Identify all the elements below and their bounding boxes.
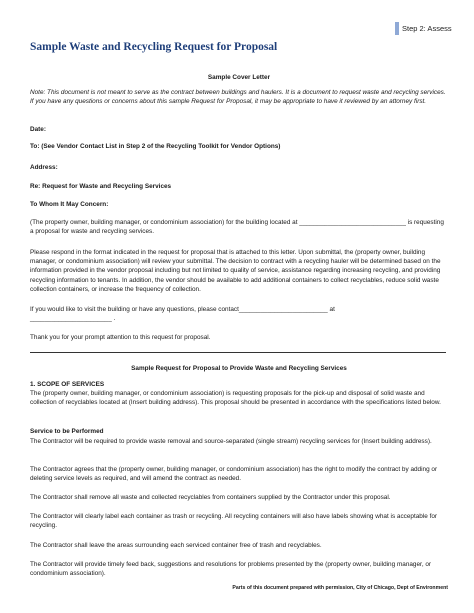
service-paragraph-5: The Contractor shall leave the areas surrounding each serviced container free of trash and recyclables.	[30, 542, 322, 549]
service-paragraph-4: The Contractor will clearly label each container as trash or recycling. All recycling containers will also have labels showing what is acceptable for recycling.	[30, 513, 438, 530]
rfp-heading: Sample Request for Proposal to Provide Waste and Recycling Services	[131, 365, 347, 372]
paragraph-contact-line: If you would like to visit the building or have any questions, please contact_________________________ at	[30, 306, 335, 313]
address-label: Address:	[30, 164, 58, 171]
date-label: Date:	[30, 126, 46, 133]
service-paragraph-1: The Contractor will be required to provide waste removal and source-separated (single stream) recycling services for (Insert building address).	[30, 438, 432, 445]
paragraph-contact-blank: _______________________ .	[30, 315, 116, 322]
service-heading: Service to be Performed	[30, 428, 104, 435]
cover-letter-heading: Sample Cover Letter	[207, 74, 271, 81]
section-divider	[30, 352, 446, 353]
scope-paragraph: The (property owner, building manager, or condominium association) is requesting proposals for the pick-up and disposal of solid waste and collection of recyclables located at (Insert building address). This proposal should be presented in accordance with the specifications listed below.	[30, 390, 441, 407]
paragraph-building-request: (The property owner, building manager, or condominium association) for the building located at ______________________________ is requesting a proposal for waste and recycling services.	[30, 219, 444, 236]
step-tag-label: Step 2: Assess	[402, 23, 452, 33]
paragraph-respond-format: Please respond in the format indicated in the request for proposal that is attached to this letter. Upon submittal, the (property owner, building manager, or condominium association) will review your submittal. The decision to contract with a recycling hauler will be determined based on the information provided in the vendor proposal including but not limited to quality of service, assistance regarding increasing recycling, and providing recycling information to tenants. In addition, the vendor should be available to add additional containers to collect recyclables, reduce solid waste collection containers, or increase the frequency of collection.	[30, 249, 441, 293]
re-line: Re: Request for Waste and Recycling Services	[30, 183, 172, 190]
scope-heading: 1. SCOPE OF SERVICES	[30, 381, 105, 388]
service-paragraph-3: The Contractor shall remove all waste and collected recyclables from containers supplied by the Contractor under this proposal.	[30, 494, 391, 501]
tag-marker	[395, 22, 399, 35]
service-paragraph-2: The Contractor agrees that the (property owner, building manager, or condominium association) has the right to modify the contract by adding or deleting service levels as required, and will amend the contract as needed.	[30, 466, 438, 483]
to-line: To: (See Vendor Contact List in Step 2 of the Recycling Toolkit for Vendor Options)	[30, 143, 281, 150]
document-title: Sample Waste and Recycling Request for Proposal	[30, 41, 278, 53]
step-tag	[395, 21, 452, 35]
service-paragraph-6: The Contractor will provide timely feed back, suggestions and resolutions for problems presented by the (property owner, building manager, or condominium association).	[30, 561, 432, 578]
note-paragraph: Note: This document is not meant to serve as the contract between buildings and haulers. It is a document to request waste and recycling services. If you have any questions or concerns about this sample Request for Proposal, it may be appropriate to have it reviewed by an attorney first.	[30, 89, 446, 106]
salutation: To Whom It May Concern:	[30, 201, 109, 208]
footer-credit: Parts of this document prepared with permission, City of Chicago, Dept of Environment	[232, 585, 448, 591]
thank-you-line: Thank you for your prompt attention to this request for proposal.	[30, 334, 211, 341]
